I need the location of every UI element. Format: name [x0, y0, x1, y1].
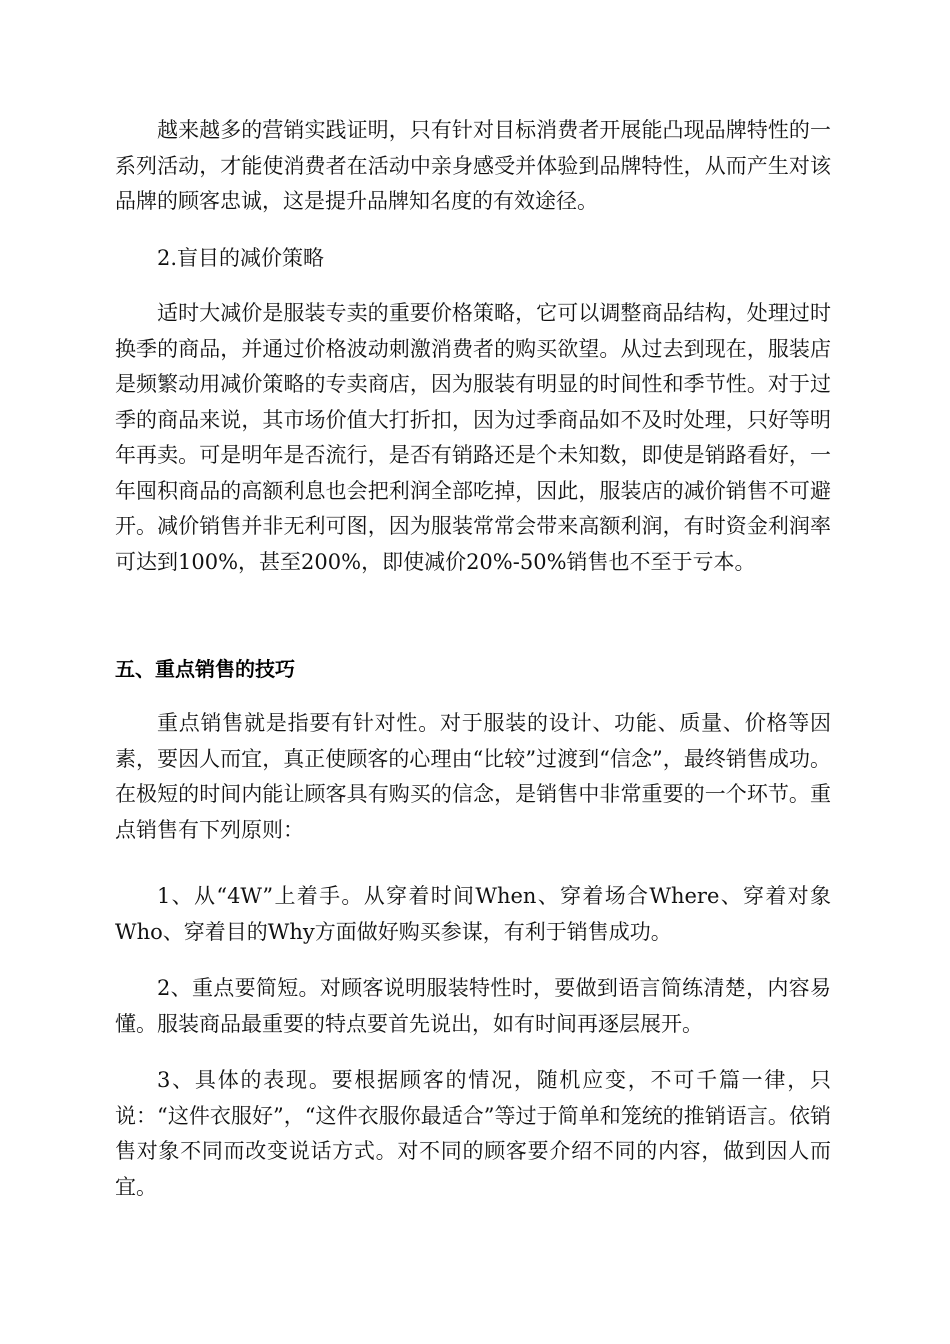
paragraph-principle-1: 1、从“4W”上着手。从穿着时间When、穿着场合Where、穿着对象Who、穿着目的Why方面做好购买参谋，有利于销售成功。: [115, 884, 831, 944]
paragraph-key-selling-intro: 重点销售就是指要有针对性。对于服装的设计、功能、质量、价格等因素，要因人而宜，真正使顾客的心理由“比较”过渡到“信念”，最终销售成功。在极短的时间内能让顾客具有购买的信念，是销售中非常重要的一个环节。重点销售有下列原则：: [115, 711, 831, 842]
section-heading-key-selling: 五、重点销售的技巧: [115, 657, 295, 681]
paragraph-brand-experience: 越来越多的营销实践证明，只有针对目标消费者开展能凸现品牌特性的一系列活动，才能使消费者在活动中亲身感受并体验到品牌特性，从而产生对该品牌的顾客忠诚，这是提升品牌知名度的有效途径。: [115, 118, 831, 213]
paragraph-principle-3: 3、具体的表现。要根据顾客的情况，随机应变，不可千篇一律，只说：“这件衣服好”，“这件衣服你最适合”等过于简单和笼统的推销语言。依销售对象不同而改变说话方式。对不同的顾客要介绍不同的内容，做到因人而宜。: [115, 1068, 831, 1199]
paragraph-discount-strategy: 适时大减价是服装专卖的重要价格策略，它可以调整商品结构，处理过时换季的商品，并通过价格波动刺激消费者的购买欲望。从过去到现在，服装店是频繁动用减价策略的专卖商店，因为服装有明显的时间性和季节性。对于过季的商品来说，其市场价值大打折扣，因为过季商品如不及时处理，只好等明年再卖。可是明年是否流行，是否有销路还是个未知数，即使是销路看好，一年囤积商品的高额利息也会把利润全部吃掉，因此，服装店的减价销售不可避开。减价销售并非无利可图，因为服装常常会带来高额利润，有时资金利润率可达到100%，甚至200%，即使减价20%-50%销售也不至于亏本。: [115, 301, 831, 574]
section-heading-blind-discount: 2.盲目的减价策略: [157, 246, 325, 270]
paragraph-principle-2: 2、重点要简短。对顾客说明服装特性时，要做到语言简练清楚，内容易懂。服装商品最重要的特点要首先说出，如有时间再逐层展开。: [115, 976, 831, 1036]
